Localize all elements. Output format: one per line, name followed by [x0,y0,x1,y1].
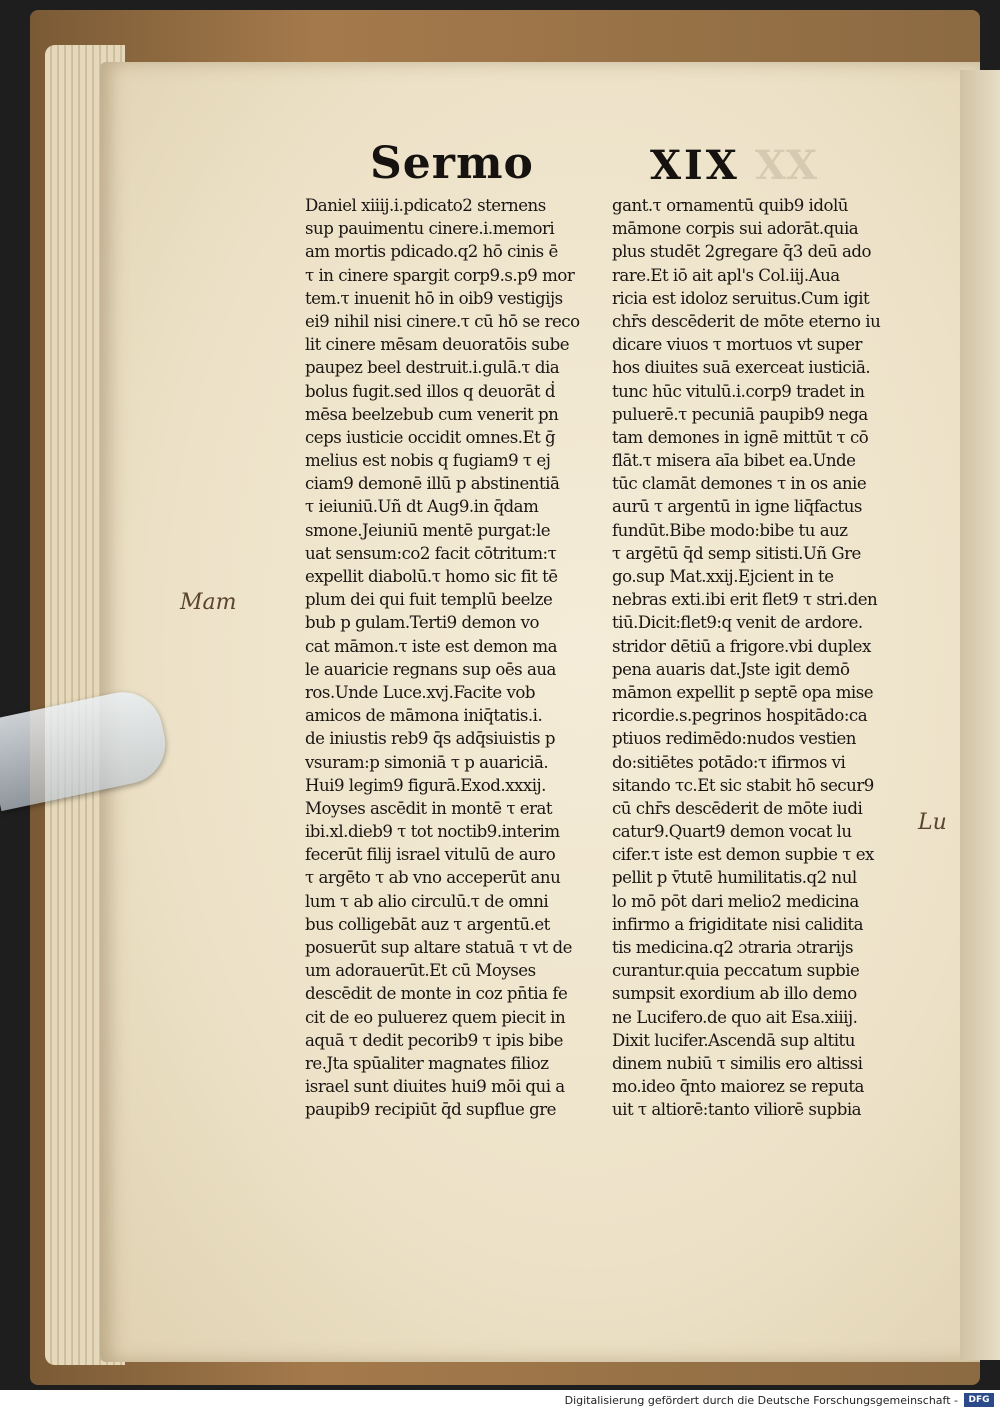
text-line: plus studēt 2gregare q̄3 deū ado [612,242,872,262]
text-line: sumpsit exordium ab illo demo [612,984,857,1004]
text-line: puluerē.τ pecuniā paupib9 nega [612,404,868,424]
text-line: cat māmon.τ iste est demon ma [305,636,558,656]
text-line: go.sup Mat.xxij.Ejcient in te [612,567,834,586]
sermon-number: XIX [650,142,740,189]
text-line: israel sunt diuites hui9 mōi qui a [305,1077,565,1097]
text-line: ros.Unde Luce.xvj.Facite vob [305,682,535,702]
text-line: curantur.quia peccatum supbie [612,961,860,981]
text-line: ei9 nihil nisi cinere.τ cū hō se reco [305,311,580,331]
text-line: Dixit lucifer.Ascendā sup altitu [612,1030,855,1050]
text-line: ricordie.s.pegrinos hospitādo:ca [612,706,868,726]
text-line: infirmo a frigiditate nisi calidita [612,914,863,934]
running-header [370,138,818,198]
facing-page-edge [960,70,1000,1360]
text-column-right [612,194,912,1122]
dfg-logo: DFG [964,1393,994,1407]
bleed-through-numeral: XX [755,142,818,189]
marginal-note-left: Mam [180,590,237,615]
text-line: sup pauimentu cinere.i.memori [305,219,555,239]
text-line: tunc hūc vitulū.i.corp9 tradet in [612,381,865,401]
text-line: rare.Et iō ait apl's Col.iij.Aua [612,265,840,285]
text-line: lit cinere mēsam deuoratōis sube [305,335,570,355]
text-line: bus colligebāt auz τ argentū.et [305,914,550,934]
text-line: chr̄s descēderit de mōte eterno iu [612,311,881,331]
text-line: ricia est idoloz seruitus.Cum igit [612,288,870,308]
text-line: lum τ ab alio circulū.τ de omni [305,891,549,911]
text-line: fundūt.Bibe modo:bibe tu auz [612,520,848,540]
text-line: ptiuos redimēdo:nudos vestien [612,729,856,749]
text-line: plum dei qui fuit templū beelze [305,590,553,610]
text-line: aurū τ argentū in igne liq̄factus [612,497,862,517]
text-line: sitando τc.Et sic stabit hō secur9 [612,775,874,795]
text-line: Hui9 legim9 figurā.Exod.xxxij. [305,775,546,795]
text-line: dicare viuos τ mortuos vt super [612,335,862,355]
funding-credit: Digitalisierung gefördert durch die Deutsche Forschungsgemeinschaft - [564,1394,958,1407]
text-line: catur9.Quart9 demon vocat lu [612,822,852,842]
text-line: pellit p v̄tutē humilitatis.q2 nul [612,868,857,888]
text-line: τ argēto τ ab vno acceperūt anu [305,868,561,888]
text-line: dinem nubiū τ similis ero altissi [612,1053,863,1073]
text-line: stridor dētiū a frigore.vbi duplex [612,636,871,656]
text-line: Moyses ascēdit in montē τ erat [305,798,553,818]
text-line: uat sensum:co2 facit cōtritum:τ [305,543,557,563]
text-line: cit de eo puluerez quem piecit in [305,1007,566,1027]
text-line: ibi.xl.dieb9 τ tot noctib9.interim [305,822,560,842]
text-line: bub p gulam.Terti9 demon vo [305,613,539,633]
text-line: descēdit de monte in coz pn̄tia fe [305,984,568,1004]
text-line: mo.ideo q̄nto maiorez se reputa [612,1077,864,1097]
text-line: māmon expellit p septē opa mise [612,682,874,702]
text-line: do:sitiētes potādo:τ ifirmos vi [612,752,846,772]
text-line: flāt.τ misera aīa bibet ea.Unde [612,451,856,471]
text-column-left [305,194,605,1122]
text-line: pena auaris dat.Jste igit demō [612,659,850,679]
text-line: le auaricie regnans sup oēs aua [305,659,556,679]
text-line: fecerūt filij israel vitulū de auro [305,845,556,865]
text-line: re.Jta spūaliter magnates filioz [305,1053,549,1073]
text-line: melius est nobis q fugiam9 τ ej [305,451,551,471]
text-line: am mortis pdicado.q2 hō cinis ē [305,242,558,262]
footer-bar [0,1390,1000,1411]
text-line: amicos de māmona iniq̄tatis.i. [305,706,543,726]
text-line: bolus fugit.sed illos q deuorāt ḋ [305,381,555,401]
text-line: māmone corpis sui adorāt.quia [612,219,859,239]
text-line: mēsa beelzebub cum venerit pn [305,404,559,424]
text-line: tem.τ inuenit hō in oib9 vestigijs [305,288,563,308]
text-line: de iniustis reb9 q̄s adq̄siuistis p [305,729,555,749]
text-line: Daniel xiiij.i.pdicato2 sternens [305,196,546,215]
text-line: cū chr̄s descēderit de mōte iudi [612,798,863,818]
text-line: expellit diabolū.τ homo sic fit tē [305,567,558,586]
text-line: paupib9 recipiūt q̄d supflue gre [305,1100,556,1120]
text-line: tam demones in ignē mittūt τ cō [612,427,869,447]
text-line: hos diuites suā exerceat iusticiā. [612,358,871,378]
text-line: cifer.τ iste est demon supbie τ ex [612,845,874,865]
text-line: posuerūt sup altare statuā τ vt de [305,938,572,957]
text-line: ciam9 demonē illū p abstinentiā [305,474,560,494]
text-line: ne Lucifero.de quo ait Esa.xiiij. [612,1007,858,1027]
text-line: nebras exti.ibi erit flet9 τ stri.den [612,590,878,610]
text-line: tiū.Dicit:flet9:q venit de ardore. [612,613,863,633]
text-line: lo mō pōt dari melio2 medicina [612,891,859,911]
text-line: τ ieiuniū.Uñ dt Aug9.in q̄dam [305,497,539,517]
text-line: vsuram:p simoniā τ p auariciā. [305,752,549,772]
text-line: τ in cinere spargit corp9.s.p9 mor [305,265,575,285]
text-line: um adorauerūt.Et cū Moyses [305,961,536,981]
text-line: paupez beel destruit.i.gulā.τ dia [305,358,560,378]
text-line: ceps iusticie occidit omnes.Et ḡ [305,427,556,447]
text-line: tūc clamāt demones τ in os anie [612,474,867,494]
text-line: τ argētū q̄d semp sitisti.Uñ Gre [612,543,861,563]
text-line: smone.Jeiuniū mentē purgat:le [305,520,551,540]
text-line: uit τ altiorē:tanto viliorē supbia [612,1100,862,1120]
text-line: gant.τ ornamentū quib9 idolū [612,196,848,215]
text-line: tis medicina.q2 ɔtraria ɔtrarijs [612,938,854,957]
text-line: aquā τ dedit pecorib9 τ ipis bibe [305,1030,563,1050]
header-title: Sermo [370,138,534,189]
marginal-note-right: Lu [918,810,947,835]
